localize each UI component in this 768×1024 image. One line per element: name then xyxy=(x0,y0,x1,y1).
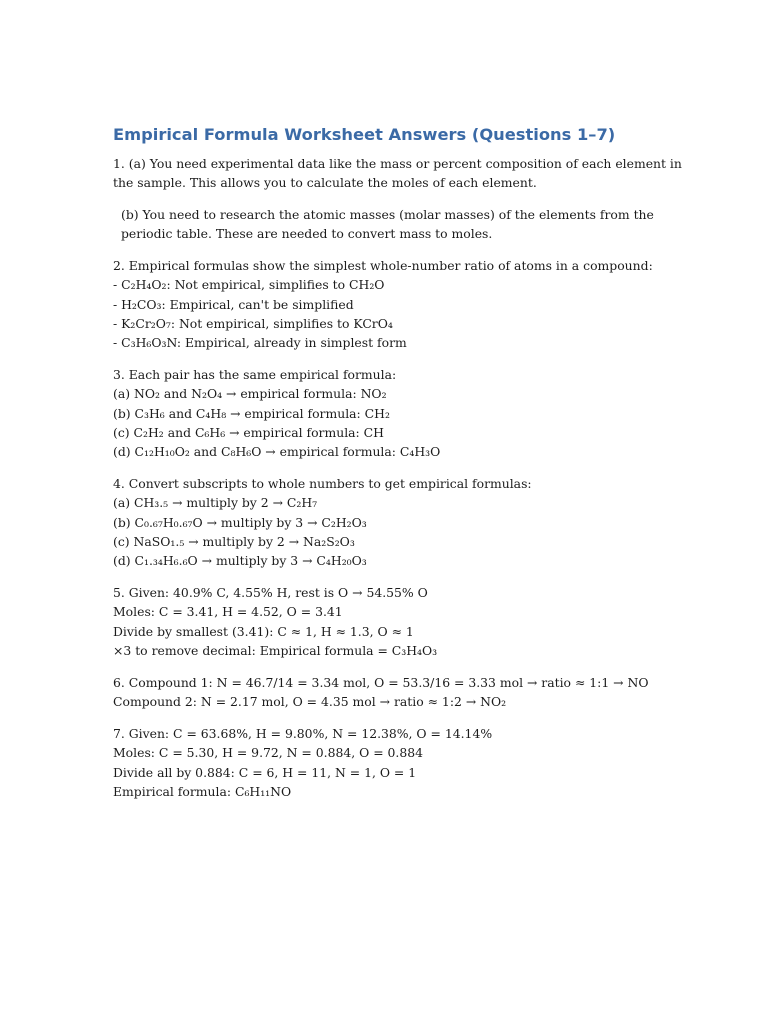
answer-line: - H₂CO₃: Empirical, can't be simplified xyxy=(113,296,354,312)
answer-line: (c) C₂H₂ and C₆H₆ → empirical formula: CH xyxy=(113,425,384,441)
answer-line: (b) C₃H₆ and C₄H₈ → empirical formula: CH₂ xyxy=(113,405,390,421)
answer-line: Moles: C = 3.41, H = 4.52, O = 3.41 xyxy=(113,604,343,620)
answer-line: 5. Given: 40.9% C, 4.55% H, rest is O → 54.55% O xyxy=(113,585,428,601)
answer-line: Compound 2: N = 2.17 mol, O = 4.35 mol → ratio ≈ 1:2 → NO₂ xyxy=(113,694,507,710)
answer-line: 4. Convert subscripts to whole numbers to get empirical formulas: xyxy=(113,476,532,492)
answer-line: (a) NO₂ and N₂O₄ → empirical formula: NO₂ xyxy=(113,386,387,402)
answer-line: periodic table. These are needed to convert mass to moles. xyxy=(121,226,493,242)
answer-line: Empirical formula: C₆H₁₁NO xyxy=(113,783,292,799)
answer-line: (a) CH₃.₅ → multiply by 2 → C₂H₇ xyxy=(113,495,318,511)
answer-line: - C₃H₆O₃N: Empirical, already in simplest form xyxy=(113,335,407,351)
answer-paragraph-8 xyxy=(113,724,653,801)
answer-paragraph-1 xyxy=(113,154,682,193)
answers-body xyxy=(113,154,682,801)
answer-line: (d) C₁₂H₁₀O₂ and C₈H₆O → empirical formula: C₄H₃O xyxy=(113,444,441,460)
answer-line: Divide by smallest (3.41): C ≈ 1, H ≈ 1.3, O ≈ 1 xyxy=(113,623,414,639)
answer-paragraph-3 xyxy=(113,256,653,352)
answer-paragraph-2 xyxy=(113,205,653,244)
answer-line: 6. Compound 1: N = 46.7/14 = 3.34 mol, O = 53.3/16 = 3.33 mol → ratio ≈ 1:1 → NO xyxy=(113,674,649,690)
answer-line: - K₂Cr₂O₇: Not empirical, simplifies to KCrO₄ xyxy=(113,316,393,332)
answer-line: (b) C₀.₆₇H₀.₆₇O → multiply by 3 → C₂H₂O₃ xyxy=(113,514,367,530)
answer-line: - C₂H₄O₂: Not empirical, simplifies to CH₂O xyxy=(113,277,385,293)
worksheet-page xyxy=(113,124,682,814)
answer-paragraph-4 xyxy=(113,365,653,461)
answer-line: the sample. This allows you to calculate the moles of each element. xyxy=(113,175,537,191)
page-title: Empirical Formula Worksheet Answers (Questions 1–7) xyxy=(113,125,616,144)
answer-line: (c) NaSO₁.₅ → multiply by 2 → Na₂S₂O₃ xyxy=(113,534,355,550)
answer-line: (d) C₁.₃₄H₆.₆O → multiply by 3 → C₄H₂₀O₃ xyxy=(113,553,367,569)
answer-paragraph-5 xyxy=(113,474,653,570)
answer-paragraph-7 xyxy=(113,673,653,712)
answer-line: 3. Each pair has the same empirical formula: xyxy=(113,367,397,383)
answer-paragraph-6 xyxy=(113,583,653,660)
answer-line: Divide all by 0.884: C = 6, H = 11, N = 1, O = 1 xyxy=(113,764,417,780)
answer-line: 7. Given: C = 63.68%, H = 9.80%, N = 12.38%, O = 14.14% xyxy=(113,725,493,741)
answer-line: 1. (a) You need experimental data like the mass or percent composition of each element in xyxy=(113,156,682,171)
answer-line: (b) You need to research the atomic masses (molar masses) of the elements from the xyxy=(121,207,654,223)
answer-line: ×3 to remove decimal: Empirical formula = C₃H₄O₃ xyxy=(113,643,438,659)
answer-line: 2. Empirical formulas show the simplest whole-number ratio of atoms in a compound: xyxy=(113,258,653,274)
answer-line: Moles: C = 5.30, H = 9.72, N = 0.884, O = 0.884 xyxy=(113,745,423,761)
